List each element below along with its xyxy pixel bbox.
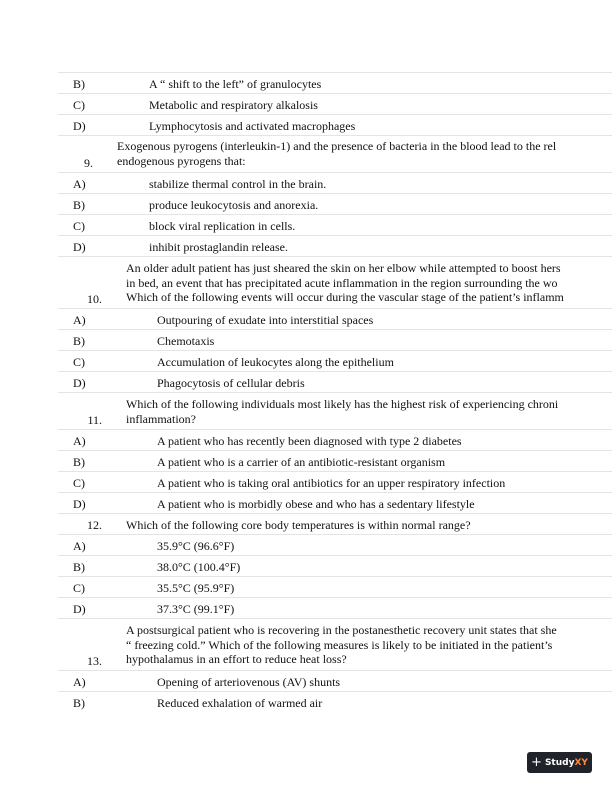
answer-row	[58, 576, 612, 598]
answer-text: Phagocytosis of cellular debris	[157, 376, 305, 390]
answer-row	[58, 534, 612, 556]
answer-text: 38.0°C (100.4°F)	[157, 560, 241, 574]
question-10	[58, 256, 612, 309]
answer-letter: C)	[73, 98, 85, 112]
answer-letter: C)	[73, 219, 85, 233]
question-line: endogenous pyrogens that:	[117, 153, 246, 168]
answer-letter: A)	[73, 313, 86, 327]
answer-letter: C)	[73, 355, 85, 369]
answer-text: Outpouring of exudate into interstitial spaces	[157, 313, 374, 327]
answer-text: A patient who is a carrier of an antibiotic-resistant organism	[157, 455, 446, 469]
answer-row	[58, 371, 612, 393]
question-number: 12.	[87, 518, 102, 532]
question-text	[126, 518, 471, 533]
logo-text-accent: XY	[574, 757, 588, 768]
answer-row	[58, 235, 612, 257]
answer-letter: D)	[73, 240, 86, 254]
answer-text: A “ shift to the left” of granulocytes	[149, 77, 322, 91]
question-number: 13.	[87, 654, 102, 668]
question-line: in bed, an event that has precipitated acute inflammation in the region surrounding the wo	[126, 275, 558, 290]
answer-row	[58, 450, 612, 472]
question-number: 10.	[87, 292, 102, 306]
question-line: hypothalamus in an effort to reduce heat loss?	[126, 652, 347, 666]
answer-letter: D)	[73, 602, 86, 616]
answer-text: A patient who is morbidly obese and who has a sedentary lifestyle	[157, 497, 475, 511]
answer-text: A patient who has recently been diagnosed with type 2 diabetes	[157, 434, 462, 448]
question-line: Which of the following core body temperatures is within normal range?	[126, 518, 471, 532]
question-text	[126, 261, 564, 305]
answer-letter: C)	[73, 581, 85, 595]
answer-text: Opening of arteriovenous (AV) shunts	[157, 675, 341, 689]
answer-row	[58, 670, 612, 692]
answer-row	[58, 72, 612, 94]
answer-text: Reduced exhalation of warmed air	[157, 696, 323, 710]
answer-text: 35.5°C (95.9°F)	[157, 581, 235, 595]
question-line: inflammation?	[126, 411, 196, 426]
answer-row	[58, 597, 612, 619]
answer-letter: D)	[73, 119, 86, 133]
answer-letter: B)	[73, 334, 85, 348]
question-line: An older adult patient has just sheared the skin on her elbow while attempted to boost hers	[126, 261, 561, 275]
question-text	[126, 397, 558, 426]
question-line: A postsurgical patient who is recovering in the postanesthetic recovery unit states that she	[126, 623, 557, 637]
answer-text: Metabolic and respiratory alkalosis	[149, 98, 318, 112]
answer-row	[58, 492, 612, 514]
answer-row	[58, 691, 612, 713]
question-number: 11.	[87, 413, 102, 427]
answer-text: stabilize thermal control in the brain.	[149, 177, 327, 191]
question-line: Exogenous pyrogens (interleukin-1) and the presence of bacteria in the blood lead to the rel	[117, 139, 557, 153]
question-12	[58, 513, 612, 535]
answer-text: Lymphocytosis and activated macrophages	[149, 119, 356, 133]
answer-text: produce leukocytosis and anorexia.	[149, 198, 319, 212]
answer-row	[58, 350, 612, 372]
answer-row	[58, 172, 612, 194]
question-number: 9.	[84, 156, 93, 170]
answer-letter: A)	[73, 177, 86, 191]
question-text	[126, 623, 557, 667]
studyxy-logo[interactable]	[527, 752, 592, 773]
answer-letter: B)	[73, 77, 85, 91]
logo-text-main: Study	[544, 757, 575, 768]
question-text	[117, 139, 556, 168]
answer-text: A patient who is taking oral antibiotics for an upper respiratory infection	[157, 476, 506, 490]
question-line: “ freezing cold.” Which of the following measures is likely to be initiated in the patient’s	[126, 637, 553, 652]
answer-letter: A)	[73, 434, 86, 448]
answer-text: block viral replication in cells.	[149, 219, 296, 233]
answer-row	[58, 329, 612, 351]
plus-icon: +	[531, 755, 542, 770]
question-line: Which of the following events will occur during the vascular stage of the patient’s inflamm	[126, 290, 564, 304]
question-line: Which of the following individuals most likely has the highest risk of experiencing chroni	[126, 397, 559, 411]
answer-letter: A)	[73, 539, 86, 553]
answer-row	[58, 555, 612, 577]
answer-text: 35.9°C (96.6°F)	[157, 539, 235, 553]
answer-row	[58, 193, 612, 215]
answer-text: Accumulation of leukocytes along the epithelium	[157, 355, 394, 369]
logo-text	[545, 758, 588, 768]
answer-letter: B)	[73, 198, 85, 212]
answer-row	[58, 429, 612, 451]
question-13	[58, 618, 612, 671]
answer-row	[58, 214, 612, 236]
answer-text: Chemotaxis	[157, 334, 215, 348]
answer-text: inhibit prostaglandin release.	[149, 240, 288, 254]
answer-letter: B)	[73, 455, 85, 469]
question-9	[58, 135, 612, 173]
answer-row	[58, 308, 612, 330]
answer-letter: D)	[73, 376, 86, 390]
answer-row	[58, 114, 612, 136]
answer-row	[58, 93, 612, 115]
answer-letter: B)	[73, 560, 85, 574]
answer-letter: B)	[73, 696, 85, 710]
answer-letter: A)	[73, 675, 86, 689]
answer-letter: C)	[73, 476, 85, 490]
answer-text: 37.3°C (99.1°F)	[157, 602, 235, 616]
answer-row	[58, 471, 612, 493]
question-11	[58, 392, 612, 430]
answer-letter: D)	[73, 497, 86, 511]
